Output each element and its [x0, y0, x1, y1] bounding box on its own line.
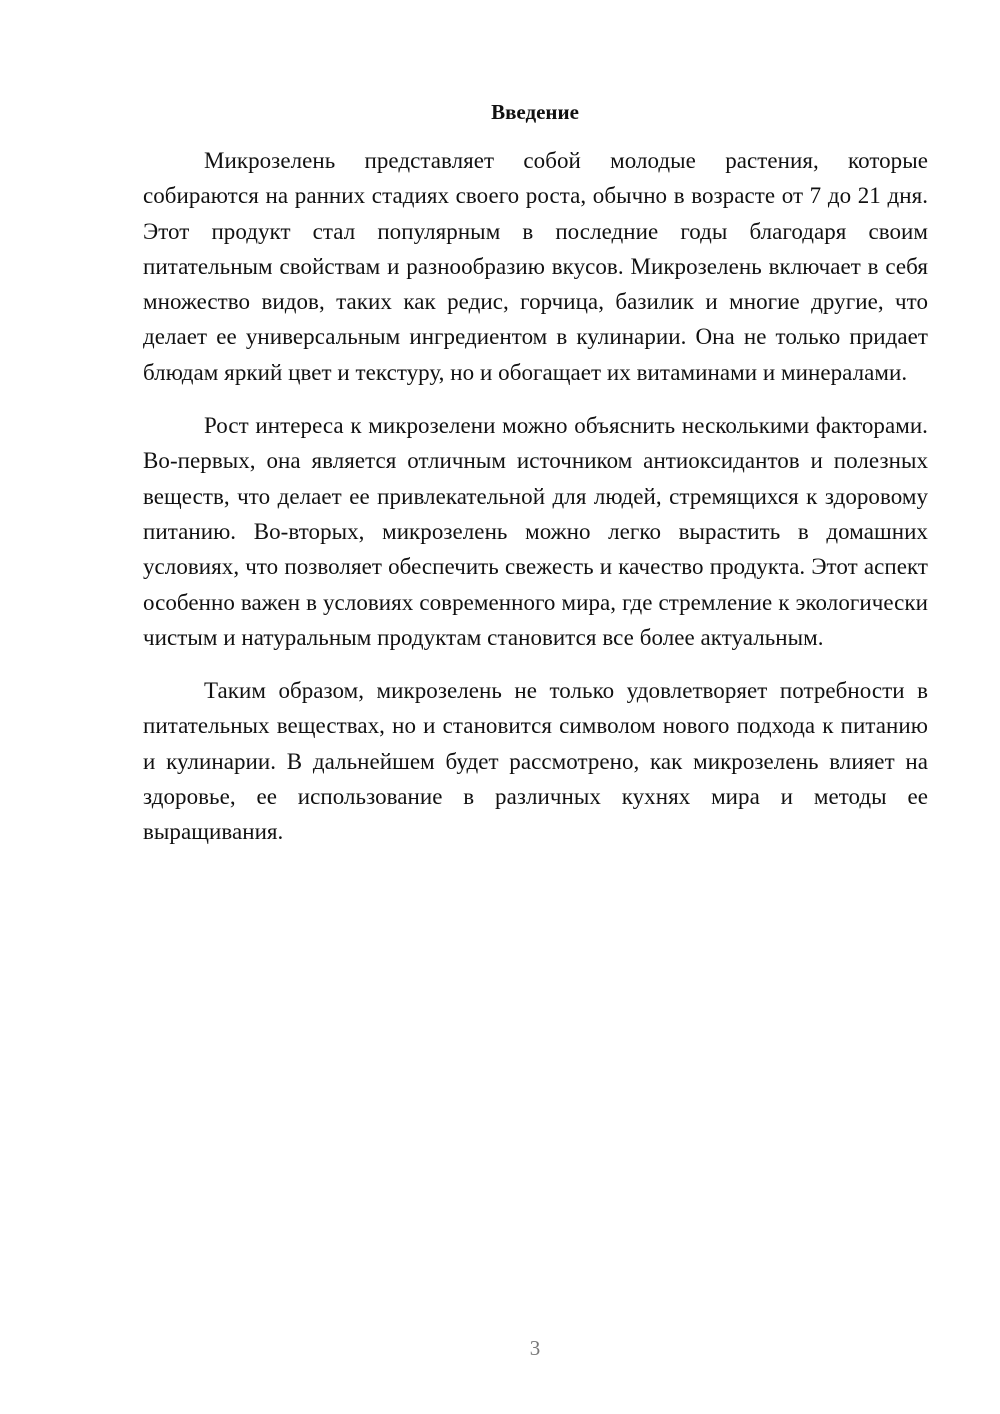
paragraph-conclusion: Таким образом, микрозелень не только удовлетворяет потребности в питательных веществах, но и становится символом нового подхода к питанию и кулинарии. В дальнейшем будет рассмотрено, как микрозелень влияет на здоровье, ее использование в различных кухнях мира и методы ее выращивания. — [143, 678, 928, 845]
page-title: Введение — [491, 100, 579, 124]
paragraph-interest: Рост интереса к микрозелени можно объяснить несколькими факторами. Во-первых, она является отличным источником антиоксидантов и полезных веществ, что делает ее привлекательной для людей, стремящихся к здоровому питанию. Во-вторых, микрозелень можно легко вырастить в домашних условиях, что позволяет обеспечить свежесть и качество продукта. Этот аспект особенно важен в условиях современного мира, где стремление к экологически чистым и натуральным продуктам становится все более актуальным. — [143, 413, 928, 650]
paragraph-intro: Микрозелень представляет собой молодые растения, которые собираются на ранних стадиях своего роста, обычно в возрасте от 7 до 21 дня. Этот продукт стал популярным в последние годы благодаря своим питательным свойствам и разнообразию вкусов. Микрозелень включает в себя множество видов, таких как редис, горчица, базилик и многие другие, что делает ее универсальным ингредиентом в кулинарии. Она не только придает блюдам яркий цвет и текстуру, но и обогащает их витаминами и минералами. — [143, 148, 928, 385]
page-number: 3 — [529, 1336, 541, 1360]
document-body — [143, 143, 928, 868]
